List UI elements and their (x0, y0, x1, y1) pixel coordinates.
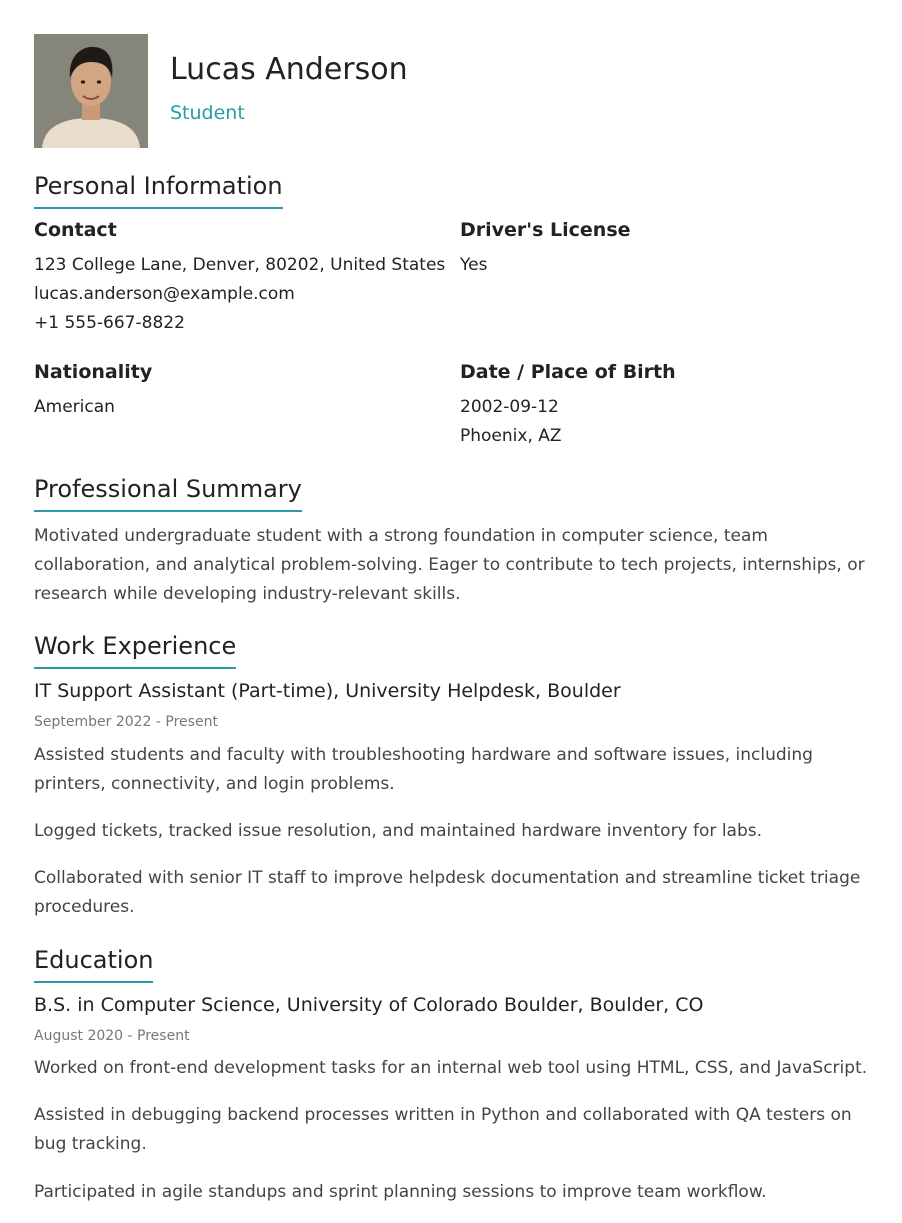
job-title: IT Support Assistant (Part-time), University Helpdesk, Boulder (34, 680, 621, 702)
work-item: Assisted students and faculty with troubleshooting hardware and software issues, including printers, connectivity, and login problems. (34, 745, 813, 794)
contact-label: Contact (34, 219, 117, 241)
section-title-education: Education (34, 946, 153, 983)
candidate-role: Student (170, 102, 245, 124)
education-item: Assisted in debugging backend processes written in Python and collaborated with QA testers on bug tracking. (34, 1105, 852, 1154)
work-item: Collaborated with senior IT staff to improve helpdesk documentation and streamline ticket triage procedures. (34, 868, 861, 917)
section-title-personal-information: Personal Information (34, 172, 283, 209)
education-item: Worked on front-end development tasks for an internal web tool using HTML, CSS, and JavaScript. (34, 1058, 868, 1078)
contact-email: lucas.anderson@example.com (34, 284, 295, 304)
birth-date: 2002-09-12 (460, 397, 559, 417)
birth-place: Phoenix, AZ (460, 426, 562, 446)
contact-address: 123 College Lane, Denver, 80202, United States (34, 255, 446, 275)
drivers-license-label: Driver's License (460, 219, 631, 241)
work-item: Logged tickets, tracked issue resolution, and maintained hardware inventory for labs. (34, 821, 763, 841)
education-dates: August 2020 - Present (34, 1028, 190, 1044)
nationality-value: American (34, 397, 115, 417)
education-item: Participated in agile standups and sprint planning sessions to improve team workflow. (34, 1182, 767, 1202)
nationality-label: Nationality (34, 361, 153, 383)
person-portrait-icon (34, 34, 148, 148)
drivers-license-value: Yes (460, 255, 488, 275)
candidate-name: Lucas Anderson (170, 52, 408, 87)
degree-title: B.S. in Computer Science, University of Colorado Boulder, Boulder, CO (34, 994, 704, 1016)
birth-label: Date / Place of Birth (460, 361, 676, 383)
section-title-professional-summary: Professional Summary (34, 475, 302, 512)
section-title-work-experience: Work Experience (34, 632, 236, 669)
job-dates: September 2022 - Present (34, 714, 218, 730)
contact-phone: +1 555-667-8822 (34, 313, 185, 333)
profile-photo (34, 34, 148, 148)
summary-text: Motivated undergraduate student with a strong foundation in computer science, team collaboration, and analytical problem-solving. Eager to contribute to tech projects, internships, or research while developing industry-relevant skills. (34, 526, 865, 604)
